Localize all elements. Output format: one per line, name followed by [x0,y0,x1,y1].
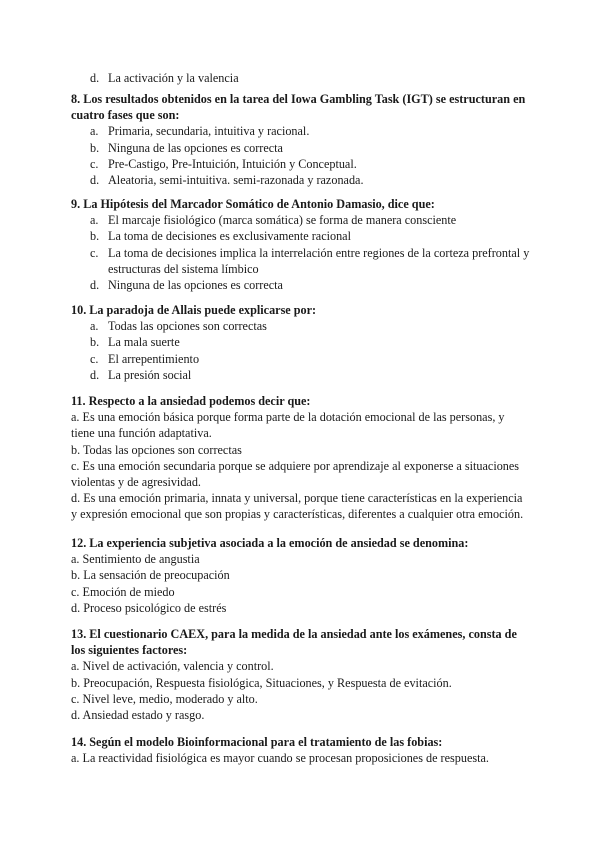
question-title: 13. El cuestionario CAEX, para la medida de la ansiedad ante los exámenes, consta de los siguientes factores: [71,627,517,658]
option-item: c. El arrepentimiento [90,351,200,366]
question-title: 11. Respecto a la ansiedad podemos decir que: [71,394,311,408]
question-title: 10. La paradoja de Allais puede explicarse por: [71,303,317,317]
option-item: d. La activación y la valencia [90,71,239,85]
option-item: b. La toma de decisiones es exclusivamente racional [90,229,351,244]
question-13 [71,626,531,723]
option-item: c. Es una emoción secundaria porque se adquiere por aprendizaje al exponerse a situaciones violentas y de agresividad. [71,458,520,490]
option-item: b. Preocupación, Respuesta fisiológica, Situaciones, y Respuesta de evitación. [71,675,452,690]
question-11 [71,393,531,523]
question-title: 8. Los resultados obtenidos en la tarea del Iowa Gambling Task (IGT) se estructuran en cuatro fases que son: [71,92,526,123]
option-item: d. Proceso psicológico de estrés [71,600,227,615]
option-item: a. Sentimiento de angustia [71,552,200,567]
option-item: a. Primaria, secundaria, intuitiva y racional. [90,124,310,139]
option-item: b. Todas las opciones son correctas [71,442,242,457]
question-10 [71,302,531,383]
question-title: 14. Según el modelo Bioinformacional para el tratamiento de las fobias: [71,735,443,749]
option-item: b. Ninguna de las opciones es correcta [90,140,283,155]
option-item: a. La reactividad fisiológica es mayor cuando se procesan proposiciones de respuesta. [71,751,489,766]
option-item: b. La sensación de preocupación [71,568,230,583]
question-title: 12. La experiencia subjetiva asociada a la emoción de ansiedad se denomina: [71,536,469,550]
option-item: c. La toma de decisiones implica la interrelación entre regiones de la corteza prefrontal y estructuras del sistema límbico [90,245,530,276]
option-item: c. Nivel leve, medio, moderado y alto. [71,691,258,706]
option-item: a. El marcaje fisiológico (marca somática) se forma de manera consciente [90,213,457,228]
option-item: d. La presión social [90,367,192,382]
option-item: d. Aleatoria, semi-intuitiva. semi-razonada y razonada. [90,173,364,188]
option-item: c. Emoción de miedo [71,584,175,599]
question-title: 9. La Hipótesis del Marcador Somático de Antonio Damasio, dice que: [71,197,435,211]
option-item: b. La mala suerte [90,335,180,350]
question-12 [71,535,531,616]
option-item: d. Ansiedad estado y rasgo. [71,708,205,723]
option-item: a. Es una emoción básica porque forma parte de la dotación emocional de las personas, y tiene una función adaptativa. [71,410,505,441]
option-item: a. Nivel de activación, valencia y control. [71,659,274,674]
option-item: d. Es una emoción primaria, innata y universal, porque tiene características en la experiencia y expresión emocional que son propias y características, diferentes a cualquier otra emoción. [71,491,524,522]
question-7-tail [71,70,531,86]
question-14 [71,734,531,766]
option-item: d. Ninguna de las opciones es correcta [90,278,283,293]
option-item: c. Pre-Castigo, Pre-Intuición, Intuición y Conceptual. [90,156,357,171]
option-item: a. Todas las opciones son correctas [90,319,267,334]
question-8 [71,91,531,188]
question-9 [71,196,531,293]
